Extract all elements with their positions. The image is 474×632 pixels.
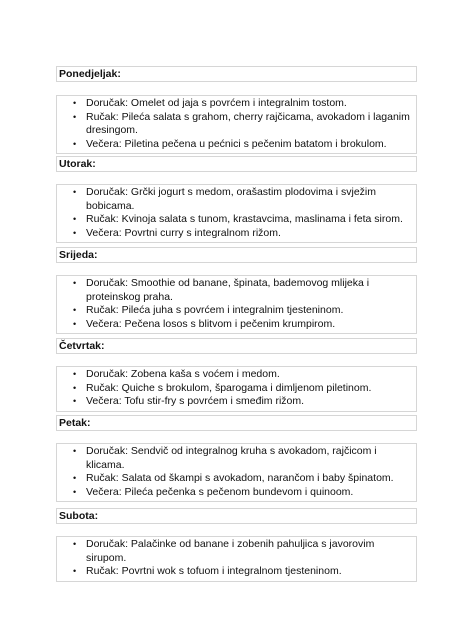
day-block-thursday [56,338,417,412]
meal-text: Večera: Pečena losos s blitvom i pečenim krumpirom. [86,317,336,330]
meal-item-lunch [73,304,412,318]
meal-item-dinner [73,318,412,332]
bullet-icon: • [73,98,77,108]
meal-text: Ručak: Povrtni wok s tofuom i integralnom tjesteninom. [86,565,342,577]
bullet-icon: • [73,305,77,315]
bullet-icon: • [73,318,77,329]
meal-list [56,95,417,154]
bullet-icon: • [73,566,77,576]
meal-item-breakfast [73,186,412,213]
meal-list [56,366,417,412]
meal-list [56,275,417,334]
meal-text: Doručak: Zobena kaša s voćem i medom. [86,368,280,380]
day-block-saturday [56,508,417,582]
meal-item-breakfast [73,97,412,111]
day-block-monday [56,66,417,154]
bullet-icon: • [73,138,77,149]
meal-text: Ručak: Pileća juha s povrćem i integralnim tjesteninom. [86,304,344,316]
meal-text: Ručak: Quiche s brokulom, šparogama i dimljenom piletinom. [86,381,372,394]
meal-item-lunch [73,382,412,396]
meal-text: Doručak: Sendvič od integralnog kruha s avokadom, rajčicom i klicama. [86,445,377,471]
day-block-friday [56,415,417,502]
bullet-icon: • [73,539,77,549]
bullet-icon: • [73,111,77,122]
meal-item-breakfast [73,277,412,304]
day-block-wednesday [56,247,417,334]
meal-text: Večera: Povrtni curry s integralnom rižom. [86,226,281,239]
meal-item-dinner [73,395,412,409]
meal-item-dinner [73,227,412,241]
meal-list [56,184,417,243]
bullet-icon: • [73,214,77,224]
day-title: Četvrtak: [56,338,417,354]
meal-text: Večera: Piletina pečena u pećnici s pečenim batatom i brokulom. [86,137,387,150]
meal-text: Doručak: Grčki jogurt s medom, orašastim plodovima i svježim bobicama. [86,186,377,212]
day-title: Utorak: [56,156,417,172]
meal-item-lunch [73,565,412,579]
bullet-icon: • [73,446,77,456]
meal-text: Ručak: Pileća salata s grahom, cherry rajčicama, avokadom i laganim dresingom. [86,110,410,136]
meal-list [56,536,417,582]
meal-item-breakfast [73,368,412,382]
meal-text: Ručak: Kvinoja salata s tunom, krastavcima, maslinama i feta sirom. [86,213,403,225]
bullet-icon: • [73,369,77,379]
bullet-icon: • [73,278,77,288]
meal-text: Doručak: Smoothie od banane, špinata, bademovog mlijeka i proteinskog praha. [86,277,370,303]
day-title: Petak: [56,415,417,431]
meal-list [56,443,417,502]
bullet-icon: • [73,382,77,393]
meal-item-lunch [73,213,412,227]
meal-text: Večera: Pileća pečenka s pečenom bundevom i quinoom. [86,485,354,498]
bullet-icon: • [73,473,77,483]
day-title: Subota: [56,508,417,524]
bullet-icon: • [73,227,77,238]
meal-text: Doručak: Omelet od jaja s povrćem i integralnim tostom. [86,97,347,109]
meal-item-lunch [73,111,412,138]
day-title: Ponedjeljak: [56,66,417,82]
meal-text: Doručak: Palačinke od banane i zobenih pahuljica s javorovim sirupom. [86,538,375,564]
bullet-icon: • [73,396,77,406]
meal-item-lunch [73,472,412,486]
bullet-icon: • [73,486,77,497]
meal-text: Ručak: Salata od škampi s avokadom, narančom i baby špinatom. [86,472,394,484]
meal-item-dinner [73,486,412,500]
meal-text: Večera: Tofu stir-fry s povrćem i smeđim rižom. [86,395,305,407]
meal-item-dinner [73,138,412,152]
meal-item-breakfast [73,445,412,472]
day-block-tuesday [56,156,417,243]
bullet-icon: • [73,187,77,197]
day-title: Srijeda: [56,247,417,263]
meal-item-breakfast [73,538,412,565]
